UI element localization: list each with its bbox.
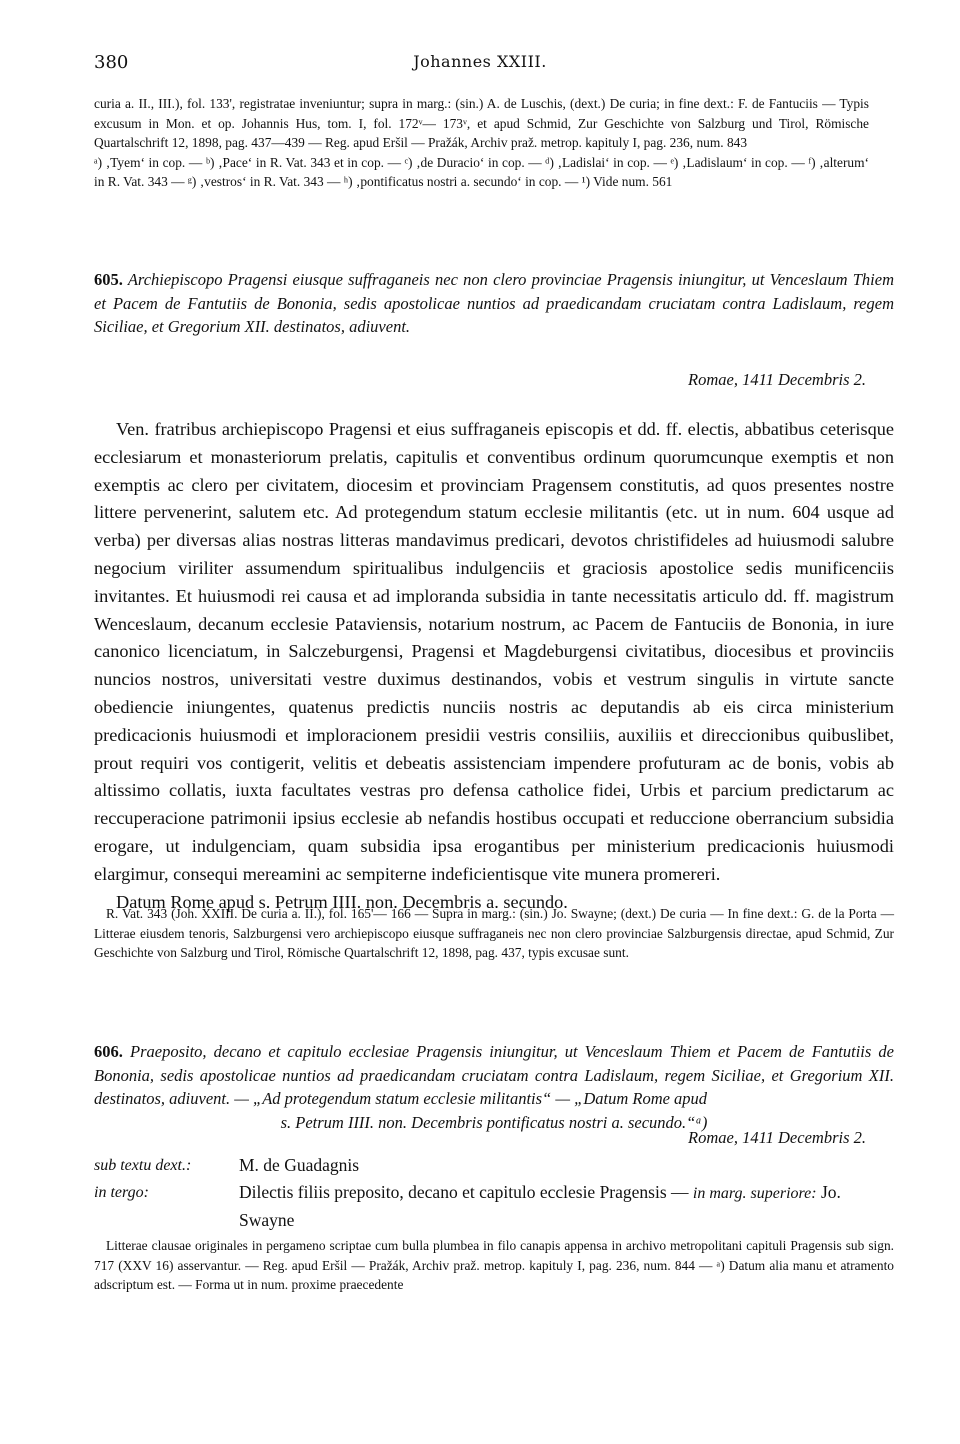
in-marg-value: Jo. Swayne xyxy=(239,1182,841,1230)
page-number: 380 xyxy=(94,52,129,73)
document-605-apparatus xyxy=(94,904,894,963)
document-number: 606. xyxy=(94,1042,123,1061)
footnotes-previous-document xyxy=(94,94,869,192)
footnote-paragraph: curia a. II., III.), fol. 133', registratae inveniuntur; supra in marg.: (sin.) A. de Luschis, (dext.) De curia; in fine dext.: F. de Fantuciis — Typis excusum in Mon. et op. Johannis Hus, tom. I, fol. 172ᵛ— 173ᵛ, et apud Schmid, Zur Geschichte von Salzburg und Tirol, Römische Quartalschrift 12, 1898, pag. 437—439 — Reg. apud Eršil — Pražák, Archiv praž. metrop. kapituly I, pag. 236, num. 843 xyxy=(94,96,869,150)
footnote-paragraph: ᵃ) ‚Tyem‘ in cop. — ᵇ) ‚Pace‘ in R. Vat. 343 et in cop. — ᶜ) ‚de Duracio‘ in cop. — ᵈ) ‚Ladislai‘ in cop. — ᵉ) ‚Ladislaum‘ in cop. — ᶠ) ‚alterum‘ in R. Vat. 343 — ᵍ) ‚vestros‘ in R. Vat. 343 — ʰ) ‚pontificatus nostri a. secundo‘ in cop. — ¹) Vide num. 561 xyxy=(94,154,869,189)
running-title: Johannes XXIII. xyxy=(413,52,547,71)
regest-text: Archiepiscopo Pragensi eiusque suffraganeis nec non clero provinciae Pragensis iniungitur, ut Venceslaum Thiem et Pacem de Fantutiis de Bononia, sedis apostolicae nuntios ad praedicandam cruciatam contra Ladislaum, regem Siciliae, et Gregorium XII. destinatos, adiuvent. xyxy=(94,270,895,336)
sub-textu-label: sub textu dext.: xyxy=(94,1157,192,1174)
apparatus-text: Litterae clausae originales in pergameno scriptae cum bulla plumbea in filo canapis appensa in archivo metropolitani capituli Pragensis sub sign. 717 (XXV 16) asservantur. — Reg. apud Eršil — Pražák, Archiv praž. metrop. kapituly I, pag. 236, num. 844 — ᵃ) Datum alia manu et atramento adscriptum est. — Forma ut in num. proxime praecedente xyxy=(94,1238,894,1292)
sub-textu-row xyxy=(94,1152,894,1179)
datum-line: Datum Rome apud s. Petrum IIII. non. Decembris a. secundo. xyxy=(116,891,568,912)
document-606-regest xyxy=(94,1040,894,1134)
apparatus-text: R. Vat. 343 (Joh. XXIII. De curia a. II.), fol. 165'— 166 — Supra in marg.: (sin.) Jo. Swayne; (dext.) De curia — In fine dext.: G. de la Porta — Litterae eiusdem tenoris, Salzburgensi vero archiepiscopo eiusque suffraganeis nec non clero provinciae Salzburgensis directae, apud Schmid, Zur Geschichte von Salzburg und Tirol, Römische Quartalschrift 12, 1898, pag. 437, typis excusae sunt. xyxy=(94,906,894,960)
in-tergo-row xyxy=(94,1179,894,1234)
in-marg-label: in marg. superiore: xyxy=(692,1185,817,1202)
regest-text: Praeposito, decano et capitulo ecclesiae Pragensis iniungitur, ut Venceslaum Thiem et Pacem de Fantutiis de Bononia, sedis apostolicae nuntios ad praedicandam cruciatam contra Ladislaum, regem Siciliae, et Gregorium XII. destinatos, adiuvent. — „Ad protegendum statum ecclesie militantis“ — „Datum Rome apud xyxy=(94,1042,894,1108)
in-tergo-value: Dilectis filiis preposito, decano et capitulo ecclesie Pragensis — xyxy=(239,1182,689,1202)
document-605-date: Romae, 1411 Decembris 2. xyxy=(688,370,866,389)
document-number: 605. xyxy=(94,270,123,289)
running-head xyxy=(94,52,866,76)
letter-text: Ven. fratribus archiepiscopo Pragensi et eius suffraganeis episcopis et dd. ff. electis, abbatibus ceterisque ecclesiarum et monasteriorum prelatis, capitulis et conventibus ordinum quorumcunque exemptis et non exemptis ac clero per civitatem, diocesim et provinciam Pragensem constitutis, ad quos presentes nostre littere pervenerint, salutem etc. Ad protegendum statum ecclesie militantis (etc. ut in num. 604 usque ad verba) per diversas alias nostras litteras mandavimus predicari, devotos christifideles ad huiusmodi salubre negocium viriliter assumendum spiritualibus indulgenciis et graciosis apostolice sedis munificenciis invitantes. Et huiusmodi rei causa et ad imploranda subsidia in tante necessitatis articulo dd. ff. magistrum Wenceslaum, decanum ecclesie Pataviensis, notarium nostrum, ac Pacem de Fantuciis de Bononia, in iure canonico licenciatum, in Salczeburgensi, Pragensi et Magdeburgensi civitatibus, diocesibus et provinciis nuncios nostros, universitati vestre duximus destinandos, vobis et vestrum singulis in virtute sancte obediencie iniungentes, quatenus predictis nunciis nostris ac deputandis ab eis circa ministerium predicacionis huiusmodi et imploracionem presidii vestris consiliis, auxiliis et direccionibus quibuslibet, prout requiri vos contigerit, velitis et debeatis assistenciam impendere profuturam ac de bonis, vobis ab altissimo collatis, iuxta facultates vestras pro defensa catholice fidei, Urbis et parcium predictarum ac reccuperacione patrimonii ipsius ecclesie ab nefandis hostibus occupati et reduccione oberrancium subsidia erogare, ut indulgenciam, quam subsidia ipsa erogantibus per ministerium predicacionis huiusmodi elargimur, consequi mereamini ac sempiterne indeficientisque vite munera promereri. xyxy=(94,419,894,884)
document-606-apparatus xyxy=(94,1236,894,1295)
in-tergo-label: in tergo: xyxy=(94,1184,149,1201)
sub-textu-value: M. de Guadagnis xyxy=(239,1155,360,1175)
regest-end: s. Petrum IIII. non. Decembris pontificatus nostri a. secundo.“ᵃ) xyxy=(280,1112,708,1132)
document-606-notes xyxy=(94,1152,894,1234)
document-605-text xyxy=(94,416,894,916)
document-605-regest xyxy=(94,268,894,339)
in-tergo-content xyxy=(239,1179,894,1234)
document-606-date: Romae, 1411 Decembris 2. xyxy=(688,1128,866,1147)
